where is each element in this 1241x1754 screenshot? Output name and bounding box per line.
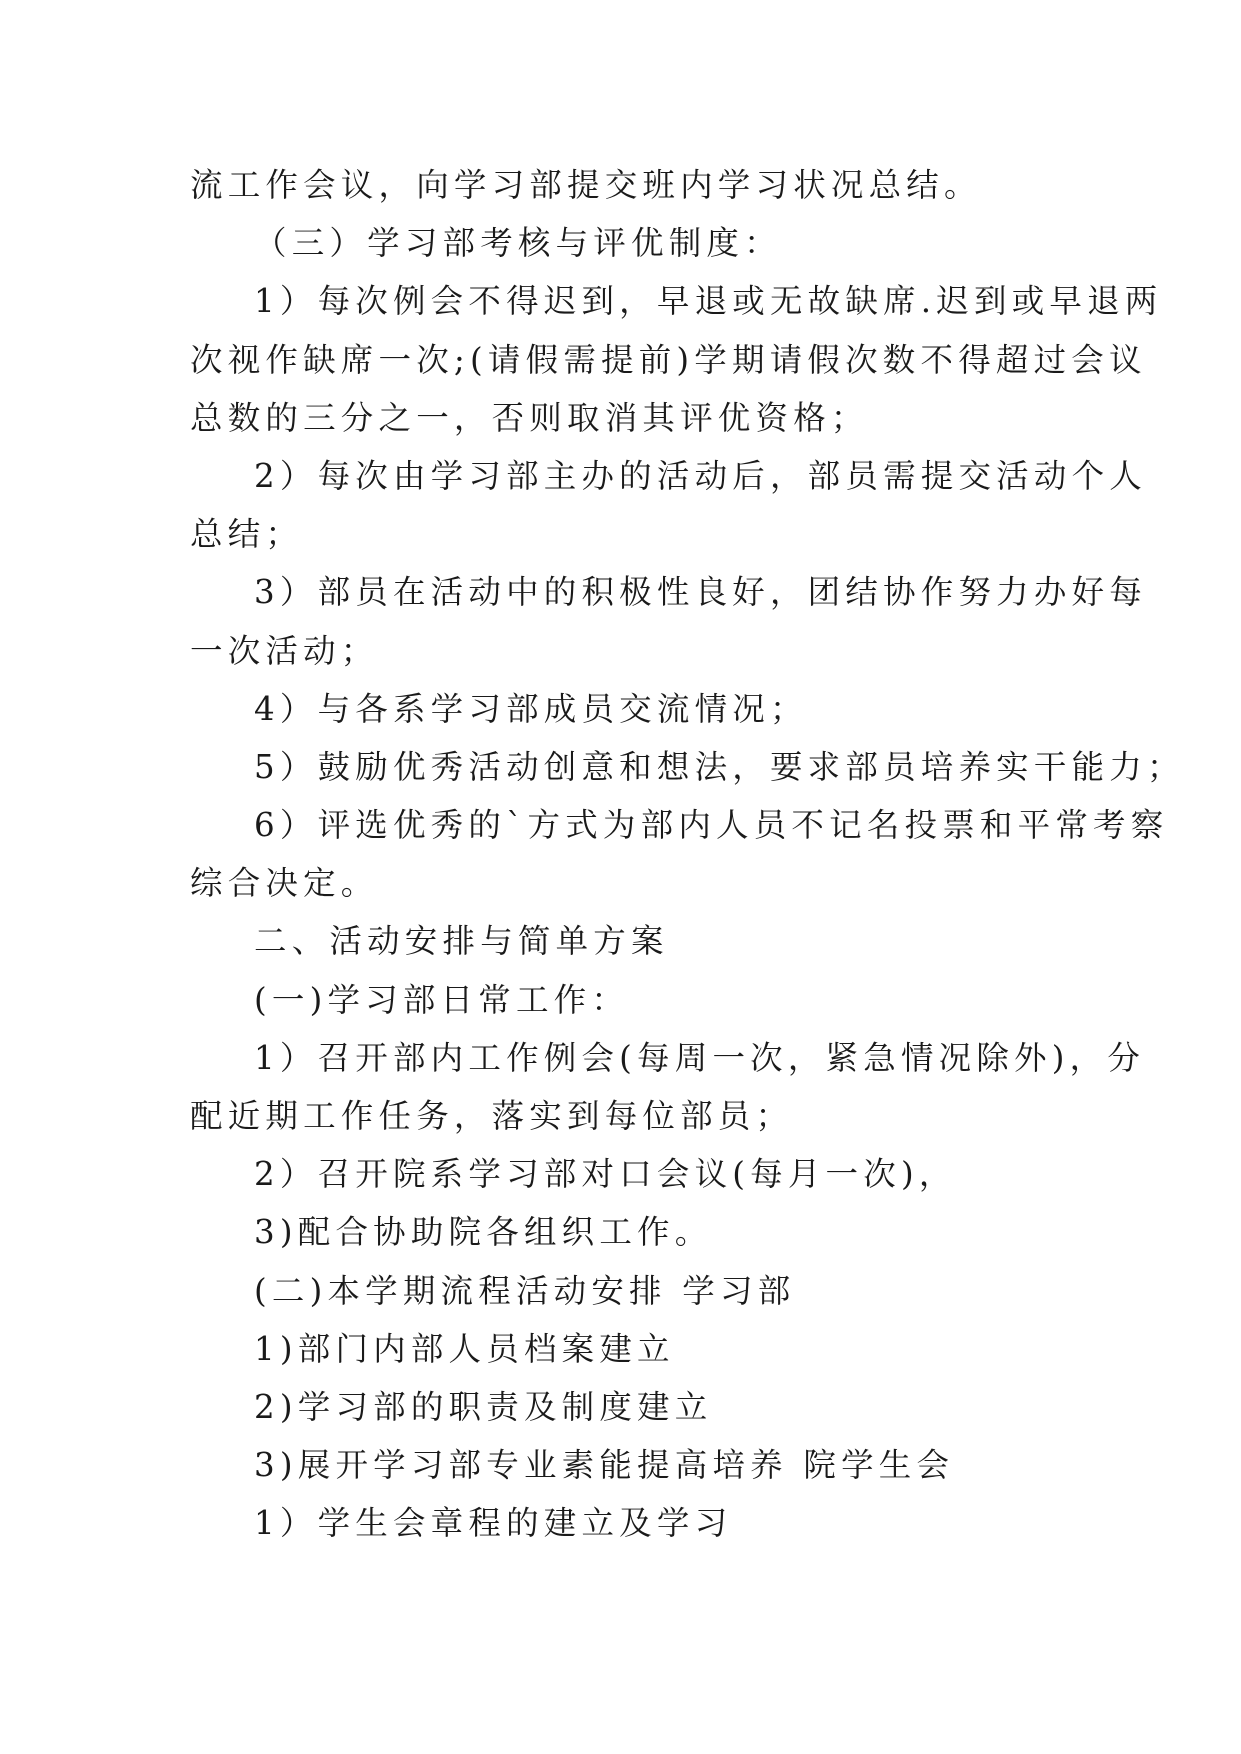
list-item-line: 2）每次由学习部主办的活动后，部员需提交活动个人 <box>254 456 1147 495</box>
paragraph-line: 一次活动； <box>190 631 379 670</box>
list-item-line: 6）评选优秀的`方式为部内人员不记名投票和平常考察 <box>254 806 1169 845</box>
section-heading: 二、活动安排与简单方案 <box>254 922 669 961</box>
list-item-line: 2）召开院系学习部对口会议(每月一次)， <box>254 1155 957 1194</box>
paragraph-line: 配近期工作任务，落实到每位部员； <box>190 1097 794 1135</box>
list-item-line: 1）召开部内工作例会(每周一次，紧急情况除外)，分 <box>254 1038 1146 1077</box>
list-item-line: 1）每次例会不得迟到，早退或无故缺席.迟到或早退两 <box>254 282 1163 321</box>
list-item-line: 1）学生会章程的建立及学习 <box>254 1504 733 1543</box>
paragraph-line: 次视作缺席一次;(请假需提前)学期请假次数不得超过会议 <box>190 340 1147 379</box>
paragraph-line: 流工作会议，向学习部提交班内学习状况总结。 <box>190 166 982 204</box>
list-item-line: 3)配合协助院各组织工作。 <box>254 1213 713 1252</box>
list-item-line: 1)部门内部人员档案建立 <box>254 1329 675 1368</box>
paragraph-line: 综合决定。 <box>190 864 379 903</box>
list-item-line: 3)展开学习部专业素能提高培养 院学生会 <box>254 1446 955 1485</box>
list-item-line: 3）部员在活动中的积极性良好，团结协作努力办好每 <box>254 573 1147 612</box>
paragraph-line: 总结； <box>190 515 304 554</box>
section-heading: （三）学习部考核与评优制度： <box>254 224 782 263</box>
document-body <box>190 156 1185 1553</box>
list-item-line: 4）与各系学习部成员交流情况； <box>254 689 808 728</box>
paragraph-line: 总数的三分之一，否则取消其评优资格； <box>190 398 869 437</box>
subsection-heading: (二)本学期流程活动安排 学习部 <box>254 1271 796 1310</box>
list-item-line: 2)学习部的职责及制度建立 <box>254 1387 713 1426</box>
subsection-heading: (一)学习部日常工作： <box>254 980 630 1019</box>
list-item-line: 5）鼓励优秀活动创意和想法，要求部员培养实干能力； <box>254 747 1185 786</box>
